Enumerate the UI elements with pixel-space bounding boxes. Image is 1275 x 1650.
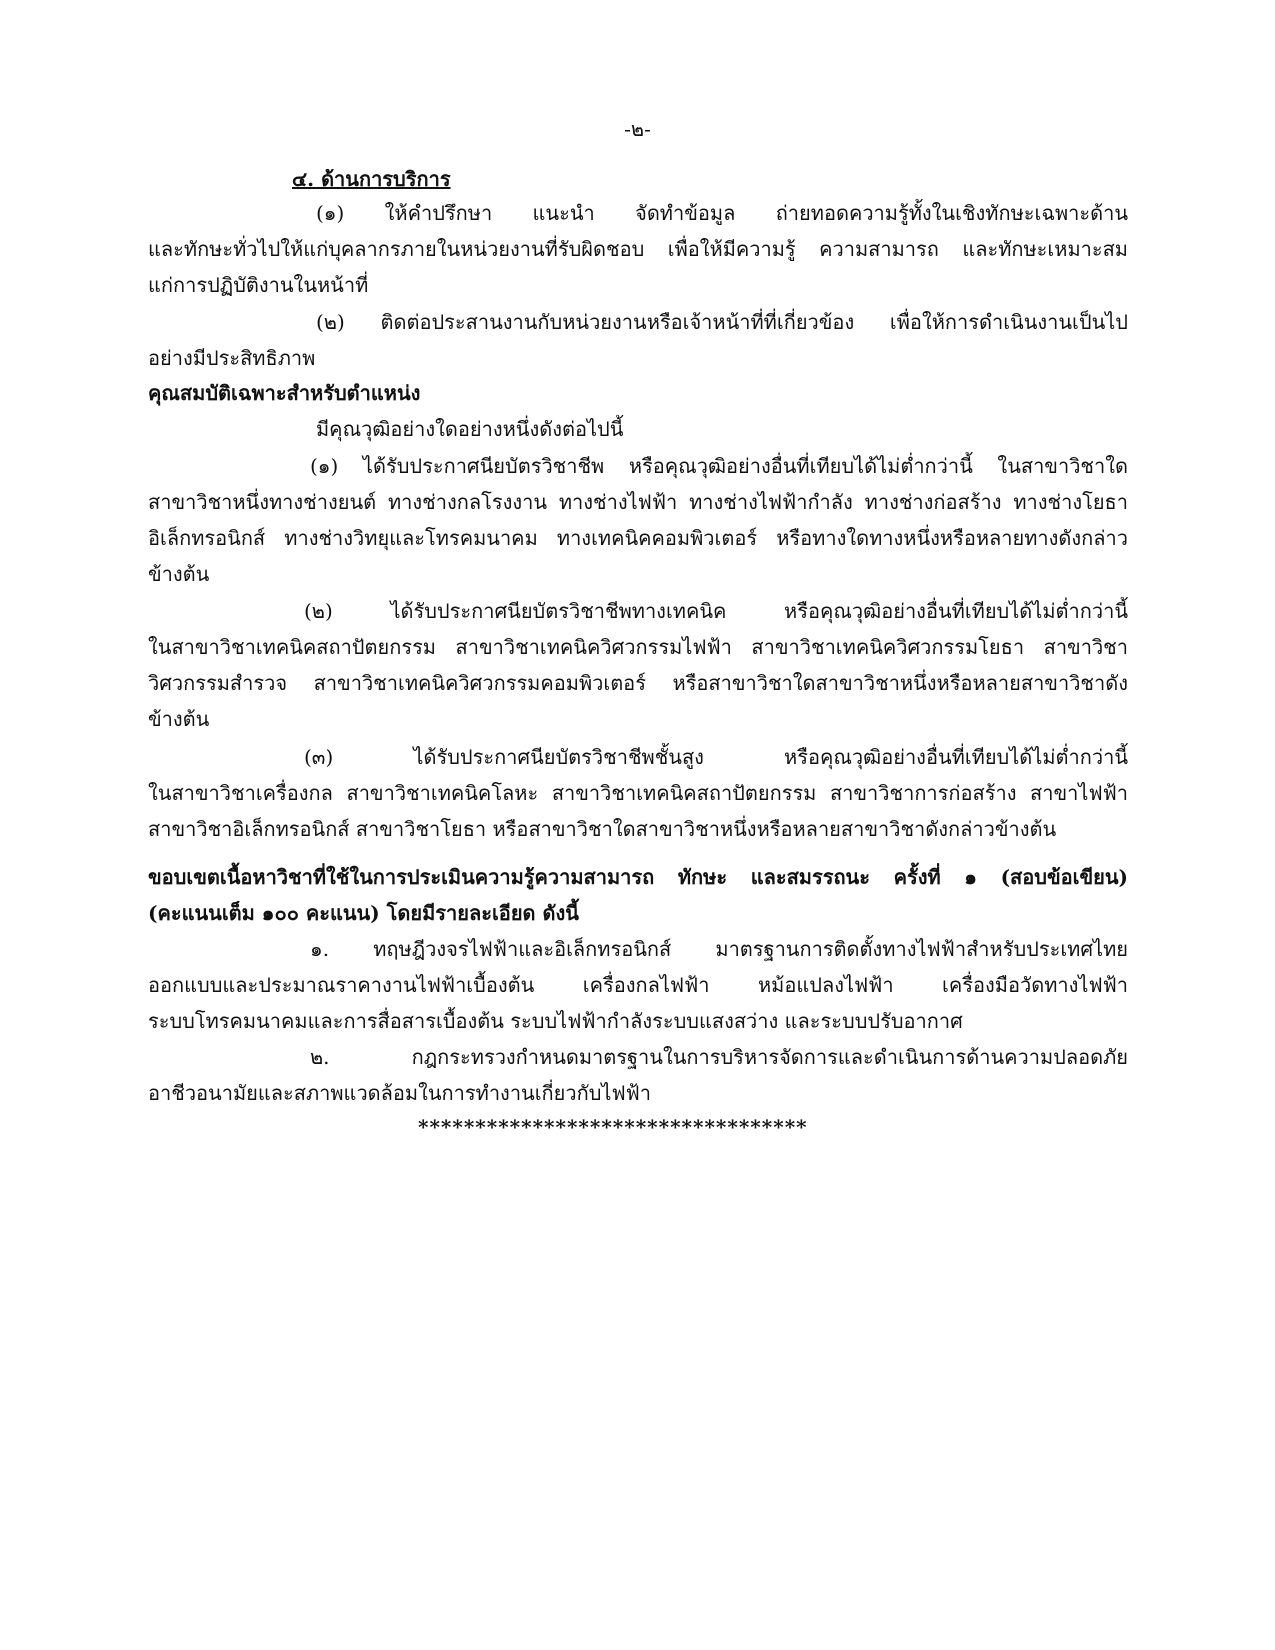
qualification-3-line-2: ในสาขาวิชาเครื่องกล สาขาวิชาเทคนิคโลหะ สาขาวิชาเทคนิคสถาปัตยกรรม สาขาวิชาการก่อสร้าง สาขาไฟฟ้า — [148, 781, 1128, 805]
qualification-3-line-3: สาขาวิชาอิเล็กทรอนิกส์ สาขาวิชาโยธา หรือสาขาวิชาใดสาขาวิชาหนึ่งหรือหลายสาขาวิชาดังกล่าวข้างต้น — [148, 817, 1057, 841]
service-item-1-line-2: และทักษะทั่วไปให้แก่บุคลากรภายในหน่วยงานที่รับผิดชอบ เพื่อให้มีความรู้ ความสามารถ และทักษะเหมาะสม — [148, 237, 1128, 261]
end-of-document-mark: ********************************** — [418, 1115, 808, 1139]
scope-item-2-line-1: ๒. กฎกระทรวงกำหนดมาตรฐานในการบริหารจัดการและดำเนินการด้านความปลอดภัย — [310, 1045, 1128, 1069]
scope-item-1-line-1: ๑. ทฤษฎีวงจรไฟฟ้าและอิเล็กทรอนิกส์ มาตรฐานการติดตั้งทางไฟฟ้าสำหรับประเทศไทย — [310, 937, 1128, 961]
service-item-1-line-3: แก่การปฏิบัติงานในหน้าที่ — [148, 273, 369, 297]
service-item-2-line-1: (๒) ติดต่อประสานงานกับหน่วยงานหรือเจ้าหน้าที่ที่เกี่ยวข้อง เพื่อให้การดำเนินงานเป็นไป — [316, 310, 1128, 334]
qualification-2-line-3: วิศวกรรมสำรวจ สาขาวิชาเทคนิควิศวกรรมคอมพิวเตอร์ หรือสาขาวิชาใดสาขาวิชาหนึ่งหรือหลายสาขาวิชาดัง — [148, 671, 1128, 695]
scope-heading-line-1: ขอบเขตเนื้อหาวิชาที่ใช้ในการประเมินความรู้ความสามารถ ทักษะ และสมรรถนะ ครั้งที่ ๑ (สอบข้อเขียน) — [148, 865, 1128, 889]
qualification-2-line-1: (๒) ได้รับประกาศนียบัตรวิชาชีพทางเทคนิค หรือคุณวุฒิอย่างอื่นที่เทียบได้ไม่ต่ำกว่านี้ — [304, 599, 1128, 623]
scope-item-1-line-2: ออกแบบและประมาณราคางานไฟฟ้าเบื้องต้น เครื่องกลไฟฟ้า หม้อแปลงไฟฟ้า เครื่องมือวัดทางไฟฟ้า — [148, 973, 1128, 997]
qualification-1-line-1: (๑) ได้รับประกาศนียบัตรวิชาชีพ หรือคุณวุฒิอย่างอื่นที่เทียบได้ไม่ต่ำกว่านี้ ในสาขาวิชาใด — [310, 454, 1128, 478]
qualifications-intro: มีคุณวุฒิอย่างใดอย่างหนึ่งดังต่อไปนี้ — [316, 417, 624, 441]
section-heading-services: ๔. ด้านการบริการ — [292, 167, 451, 191]
service-item-2-line-2: อย่างมีประสิทธิภาพ — [148, 346, 316, 370]
scope-item-2-line-2: อาชีวอนามัยและสภาพแวดล้อมในการทำงานเกี่ยวกับไฟฟ้า — [148, 1081, 652, 1105]
qualification-1-line-4: ข้างต้น — [148, 562, 210, 586]
scope-item-1-line-3: ระบบโทรคมนาคมและการสื่อสารเบื้องต้น ระบบไฟฟ้ากำลังระบบแสงสว่าง และระบบปรับอากาศ — [148, 1009, 963, 1033]
qualification-3-line-1: (๓) ได้รับประกาศนียบัตรวิชาชีพชั้นสูง หรือคุณวุฒิอย่างอื่นที่เทียบได้ไม่ต่ำกว่านี้ — [304, 745, 1128, 769]
qualification-1-line-3: อิเล็กทรอนิกส์ ทางช่างวิทยุและโทรคมนาคม ทางเทคนิคคอมพิวเตอร์ หรือทางใดทางหนึ่งหรือหลายทางดังกล่าว — [148, 526, 1128, 550]
qualifications-heading: คุณสมบัติเฉพาะสำหรับตำแหน่ง — [148, 381, 421, 405]
qualification-2-line-4: ข้างต้น — [148, 707, 210, 731]
qualification-1-line-2: สาขาวิชาหนึ่งทางช่างยนต์ ทางช่างกลโรงงาน ทางช่างไฟฟ้า ทางช่างไฟฟ้ากำลัง ทางช่างก่อสร้าง ทางช่างโยธา — [148, 490, 1128, 514]
service-item-1-line-1: (๑) ให้คำปรึกษา แนะนำ จัดทำข้อมูล ถ่ายทอดความรู้ทั้งในเชิงทักษะเฉพาะด้าน — [316, 201, 1128, 225]
scope-heading-line-2: (คะแนนเต็ม ๑๐๐ คะแนน) โดยมีรายละเอียด ดังนี้ — [148, 901, 579, 925]
page-number: -๒- — [624, 117, 651, 141]
qualification-2-line-2: ในสาขาวิชาเทคนิคสถาปัตยกรรม สาขาวิชาเทคนิควิศวกรรมไฟฟ้า สาขาวิชาเทคนิควิศวกรรมโยธา สาขาวิชา — [148, 635, 1128, 659]
